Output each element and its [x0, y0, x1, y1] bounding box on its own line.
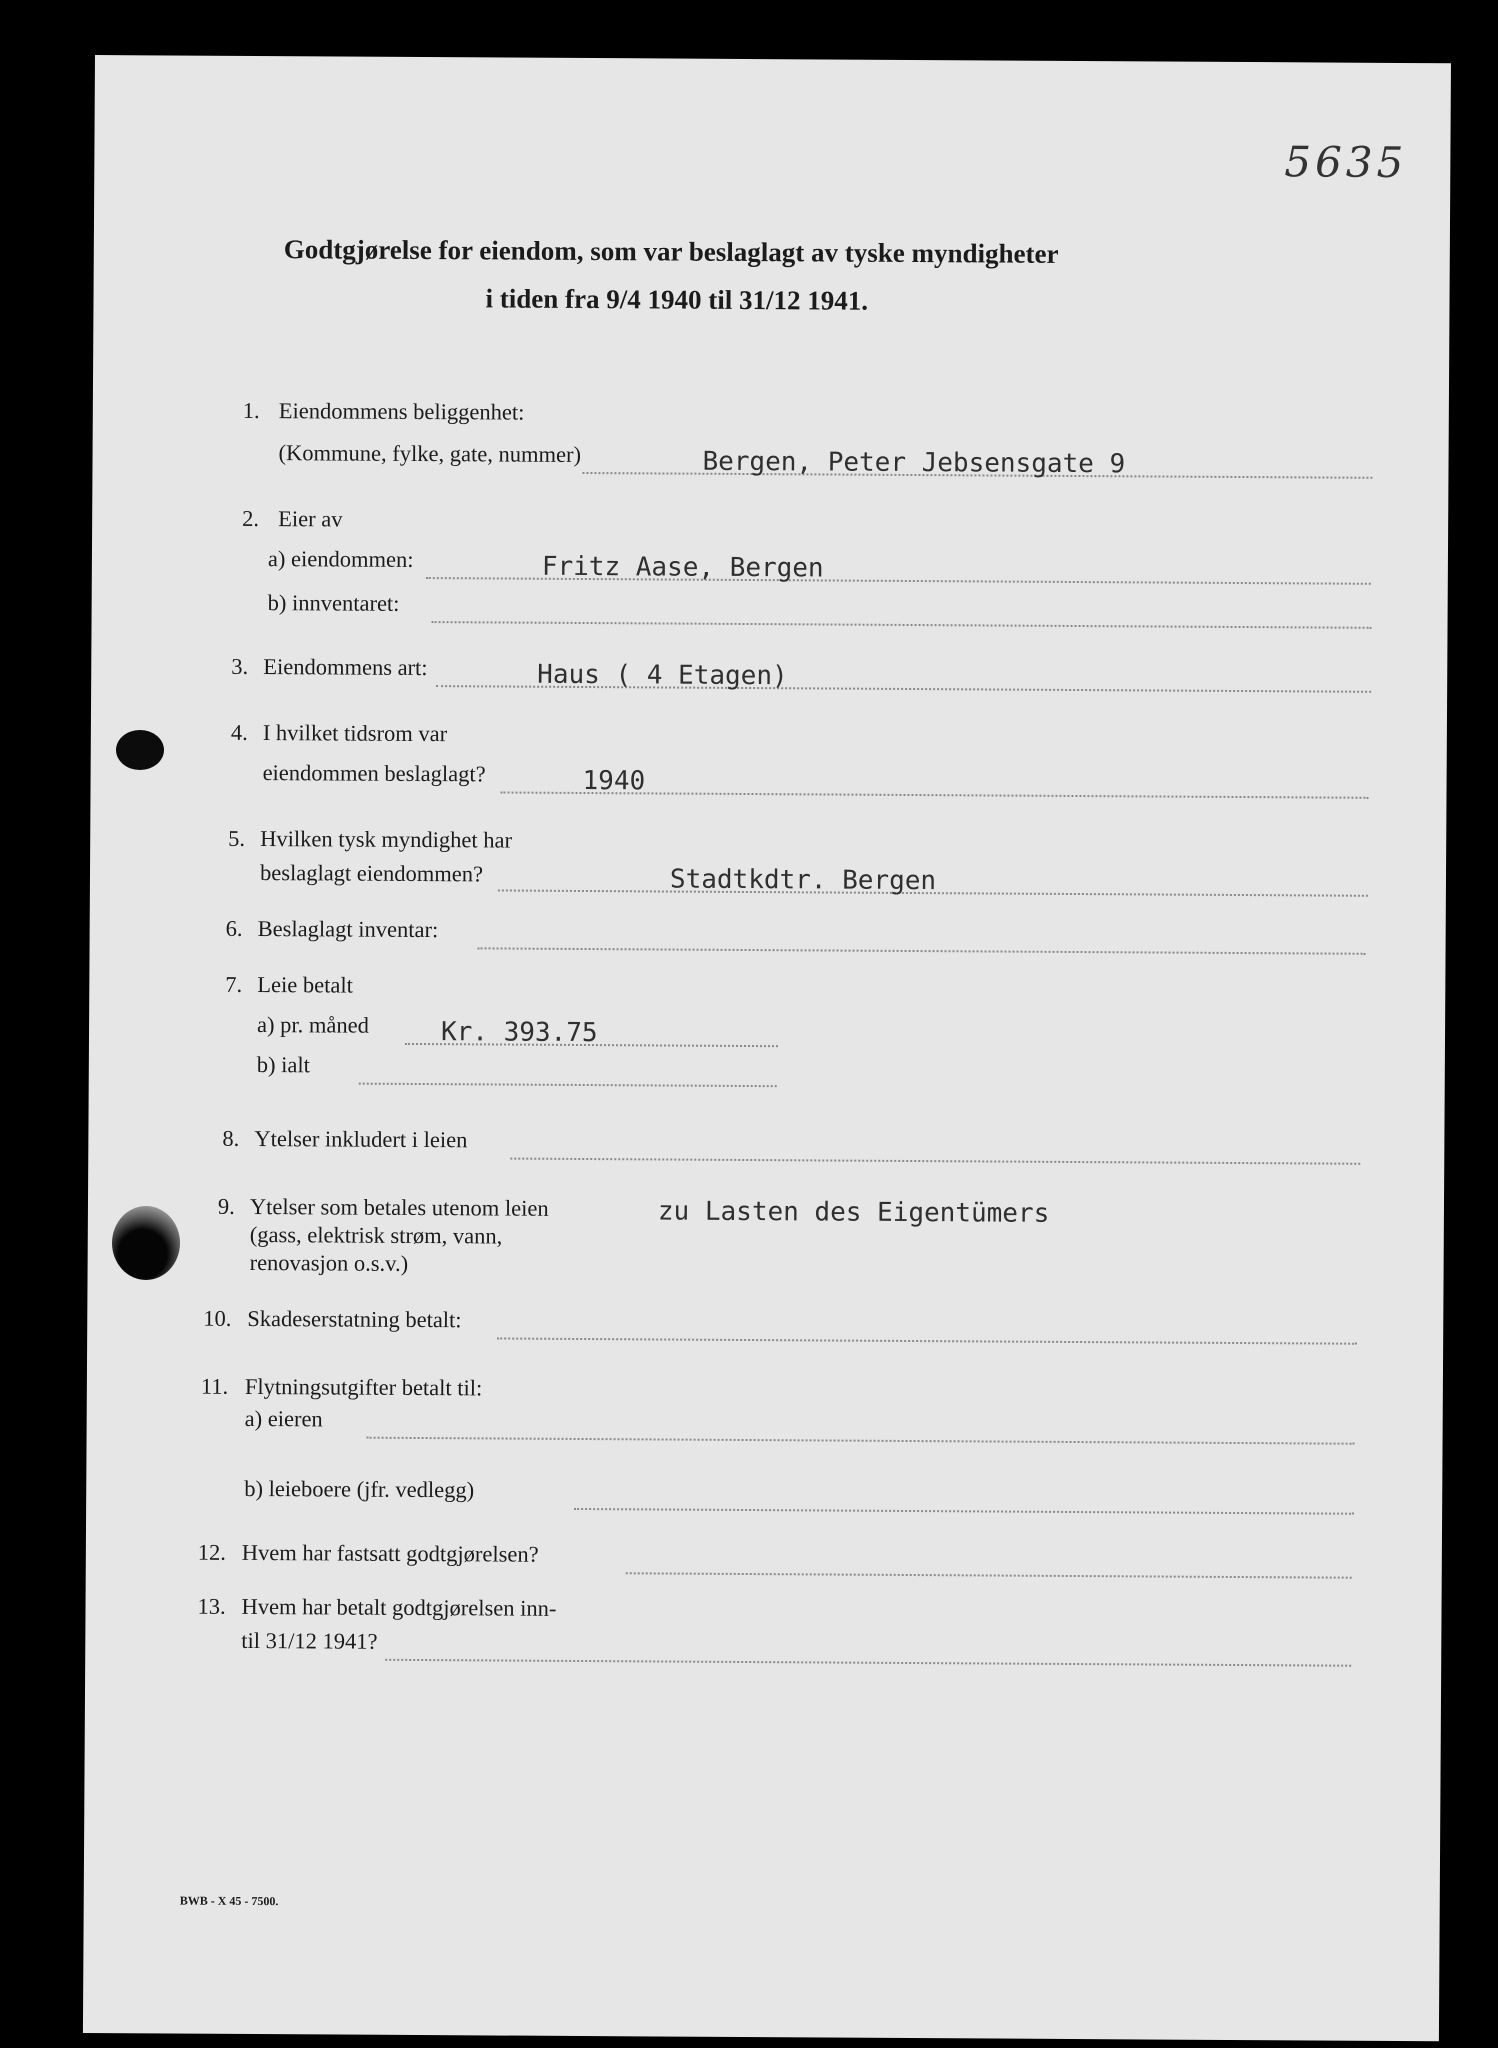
property-type-label: Eiendommens art:: [263, 654, 428, 681]
owner-property-value: Fritz Aase, Bergen: [541, 551, 824, 584]
item-number: 5.: [228, 825, 246, 851]
handwritten-number: 5635: [1284, 137, 1408, 188]
compensation-paid-by-label-2: til 31/12 1941?: [241, 1627, 378, 1654]
item-number: 8.: [222, 1125, 240, 1151]
seizure-period-label-1: I hvilket tidsrom var: [262, 720, 448, 747]
fill-line: [478, 947, 1366, 954]
item-number: 10.: [203, 1305, 232, 1331]
owner-label: Eier av: [278, 506, 343, 532]
authority-label-1: Hvilken tysk myndighet har: [260, 826, 513, 853]
extra-services-label-3: renovasjon o.s.v.): [249, 1249, 409, 1276]
item-number: 9.: [217, 1193, 235, 1219]
rent-monthly-value: Kr. 393.75: [440, 1017, 598, 1049]
punch-hole: [116, 730, 164, 770]
item-number: 2.: [242, 505, 260, 532]
property-type-value: Haus ( 4 Etagen): [537, 659, 788, 692]
authority-value: Stadtkdtr. Bergen: [669, 864, 937, 897]
form-title-line1: Godtgjørelse for eiendom, som var beslaglagt av tyske myndigheter: [283, 234, 1059, 269]
fill-line: [497, 1337, 1357, 1344]
seizure-period-value: 1940: [582, 765, 646, 797]
moving-costs-owner-label: a) eieren: [244, 1405, 323, 1432]
rent-monthly-label: a) pr. måned: [257, 1012, 369, 1038]
owner-property-label: a) eiendommen:: [267, 546, 414, 572]
punch-hole: [112, 1206, 180, 1280]
item-number: 7.: [225, 971, 243, 997]
extra-services-label-1: Ytelser som betales utenom leien: [249, 1193, 549, 1221]
rent-total-label: b) ialt: [256, 1052, 311, 1078]
item-number: 6.: [225, 915, 243, 941]
seized-inventory-label: Beslaglagt inventar:: [257, 916, 439, 943]
included-services-label: Ytelser inkludert i leien: [254, 1125, 468, 1153]
seizure-period-label-2: eiendommen beslaglagt?: [262, 760, 486, 787]
item-number: 11.: [200, 1373, 229, 1399]
item-number: 4.: [230, 719, 248, 745]
compensation-set-by-label: Hvem har fastsatt godtgjørelsen?: [241, 1539, 539, 1567]
authority-label-2: beslaglagt eiendommen?: [259, 860, 484, 887]
item-number: 3.: [231, 653, 249, 679]
fill-line: [510, 1158, 1360, 1165]
rent-label: Leie betalt: [257, 972, 353, 998]
fill-line: [385, 1659, 1351, 1667]
location-value: Bergen, Peter Jebsensgate 9: [702, 446, 1126, 480]
item-number: 12.: [197, 1539, 227, 1565]
fill-line: [359, 1083, 777, 1088]
item-number: 1.: [242, 397, 260, 424]
fill-line: [432, 621, 1372, 629]
compensation-paid-by-label-1: Hvem har betalt godtgjørelsen inn-: [241, 1593, 557, 1621]
location-sublabel: (Kommune, fylke, gate, nummer): [278, 440, 582, 467]
location-label: Eiendommens beliggenhet:: [278, 398, 525, 425]
extra-services-value: zu Lasten des Eigentümers: [657, 1196, 1050, 1229]
owner-inventory-label: b) innventaret:: [267, 590, 400, 616]
form-title-line2: i tiden fra 9/4 1940 til 31/12 1941.: [485, 283, 869, 316]
form-code: BWB - X 45 - 7500.: [179, 1893, 279, 1909]
fill-line: [626, 1572, 1352, 1578]
moving-costs-label: Flytningsutgifter betalt til:: [244, 1373, 483, 1401]
fill-line: [574, 1508, 1354, 1515]
extra-services-label-2: (gass, elektrisk strøm, vann,: [249, 1221, 503, 1249]
fill-line: [367, 1437, 1355, 1445]
moving-costs-tenants-label: b) leieboere (jfr. vedlegg): [244, 1475, 475, 1503]
form-sheet: [83, 55, 1451, 2041]
item-number: 13.: [197, 1593, 226, 1619]
damages-label: Skadeserstatning betalt:: [247, 1305, 462, 1333]
